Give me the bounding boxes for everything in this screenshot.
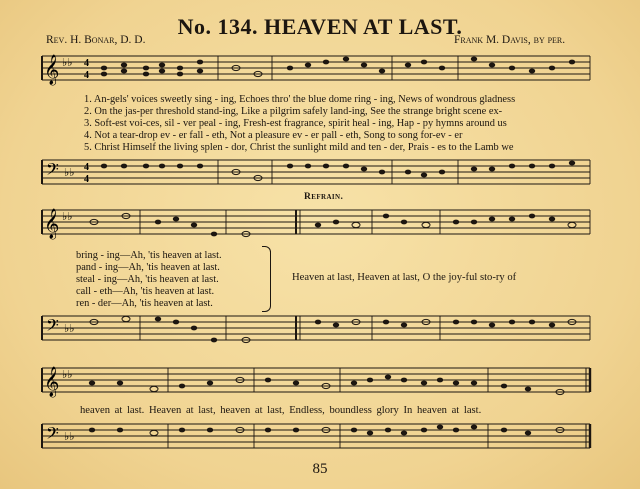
svg-text:♭♭: ♭♭ xyxy=(62,210,73,223)
svg-text:𝄞: 𝄞 xyxy=(44,55,60,85)
refrain-label: Refrain. xyxy=(304,192,344,202)
verse-3: 3. Soft-est voi-ces, sil - ver peal - ing, Fresh-est fragrance, spirit heal - ing, Hap - py hymns around us xyxy=(84,118,507,129)
svg-text:♭♭: ♭♭ xyxy=(64,166,75,179)
verse-2: 2. On the jas-per threshold stand-ing, Like a pilgrim safely land-ing, See the strange bright scene ex- xyxy=(84,106,503,117)
svg-text:4: 4 xyxy=(84,70,89,81)
svg-text:𝄢: 𝄢 xyxy=(46,159,59,183)
final-lyric-line: heaven at last. Heaven at last, heaven at last, Endless, boundless glory In heaven at last. xyxy=(80,405,482,416)
verse-bracket xyxy=(262,246,271,312)
page-number: 85 xyxy=(312,461,328,477)
author-credit: Rev. H. Bonar, D. D. xyxy=(46,34,146,46)
staff-system2-treble xyxy=(0,204,600,248)
verse-ending-4: call - eth—Ah, 'tis heaven at last. xyxy=(76,286,215,297)
verse-ending-1: bring - ing—Ah, 'tis heaven at last. xyxy=(76,250,222,261)
staff-system3-treble xyxy=(0,362,600,406)
svg-text:4: 4 xyxy=(84,58,89,69)
verse-ending-3: steal - ing—Ah, 'tis heaven at last. xyxy=(76,274,219,285)
svg-text:♭♭: ♭♭ xyxy=(64,322,75,335)
verse-ending-2: pand - ing—Ah, 'tis heaven at last. xyxy=(76,262,220,273)
hymn-title: No. 134. HEAVEN AT LAST. xyxy=(177,14,463,39)
verse-1: 1. An-gels' voices sweetly sing - ing, Echoes thro' the blue dome ring - ing, News of wondrous gladness xyxy=(84,94,516,105)
staff-system1-treble xyxy=(0,50,600,94)
svg-text:𝄢: 𝄢 xyxy=(46,315,59,339)
svg-text:4: 4 xyxy=(84,174,89,185)
verse-4: 4. Not a tear-drop ev - er fall - eth, Not a pleasure ev - er pall - eth, Song to song for-ev - er xyxy=(84,130,463,141)
composer-credit: Frank M. Davis, by per. xyxy=(454,34,566,46)
staff-system1-bass xyxy=(0,154,600,194)
svg-text:𝄞: 𝄞 xyxy=(44,367,60,397)
verse-5: 5. Christ Himself the living splen - dor, Christ the sunlight mild and ten - der, Prais - es to the Lamb we xyxy=(84,142,514,153)
svg-text:♭♭: ♭♭ xyxy=(64,430,75,443)
svg-text:♭♭: ♭♭ xyxy=(62,56,73,69)
staff-system3-bass xyxy=(0,418,600,462)
refrain-lyric: Heaven at last, Heaven at last, O the joy-ful sto-ry of xyxy=(292,272,517,283)
staff-system2-bass xyxy=(0,310,600,354)
svg-text:♭♭: ♭♭ xyxy=(62,368,73,381)
verse-ending-5: ren - der—Ah, 'tis heaven at last. xyxy=(76,298,213,309)
svg-text:𝄢: 𝄢 xyxy=(46,423,59,447)
svg-text:4: 4 xyxy=(84,162,89,173)
svg-text:𝄞: 𝄞 xyxy=(44,209,60,239)
